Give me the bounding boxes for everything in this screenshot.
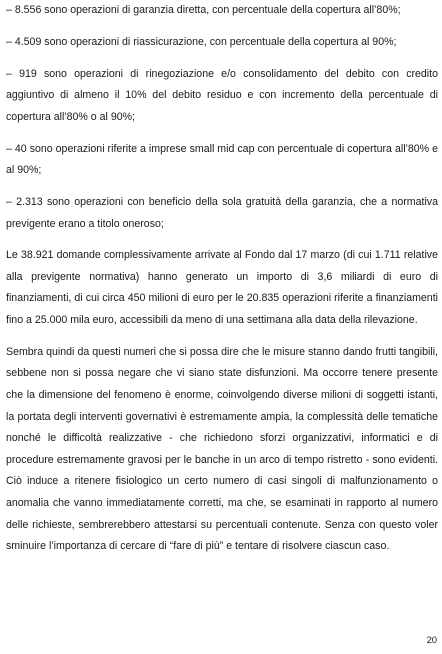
document-body — [6, 0, 438, 558]
bullet-direct-guarantee: – 8.556 sono operazioni di garanzia diretta, con percentuale della copertura all’80%; — [6, 4, 401, 16]
bullet-reinsurance: – 4.509 sono operazioni di riassicurazione, con percentuale della copertura al 90%; — [6, 35, 397, 48]
bullet-renegotiation: – 919 sono operazioni di rinegoziazione e/o consolidamento del debito con credito aggiuntivo di almeno il 10% del debito residuo e con incremento della percentuale di copertura all’80% o al 90%; — [6, 67, 438, 123]
bullet-free-guarantee: – 2.313 sono operazioni con beneficio della sola gratuità della garanzia, che a normativa previgente erano a titolo oneroso; — [6, 195, 438, 230]
paragraph-applications-summary: Le 38.921 domande complessivamente arrivate al Fondo dal 17 marzo (di cui 1.711 relative alla previgente normativa) hanno generato un importo di 3,6 miliardi di euro di finanziamenti, di cui circa 450 milioni di euro per le 20.835 operazioni riferite a finanziamenti fino a 25.000 mila euro, accessibili da meno di una settimana alla data della rilevazione. — [6, 249, 438, 327]
page-number: 20 — [426, 634, 437, 645]
paragraph-assessment: Sembra quindi da questi numeri che si possa dire che le misure stanno dando frutti tangibili, sebbene non si possa negare che vi siano state disfunzioni. Ma occorre tenere presente che la dimensione del fenomeno è enorme, coinvolgendo diverse milioni di soggetti istanti, la portata degli interventi governativi è estremamente ampia, la complessità delle tematiche nonché le difficoltà realizzative - che richiedono sforzi organizzativi, informatici e di procedure estremamente gravosi per le banche in un arco di tempo ristretto - sono evidenti. Ciò induce a ritenere fisiologico un certo numero di casi singoli di malfunzionamento o anomalia che vanno immediatamente corretti, ma che, se esaminati in rapporto al numero delle richieste, sembrerebbero attestarsi su percentuali contenute. Senza con questo voler sminuire l’importanza di cercare di “fare di più” e tentare di risolvere ciascun caso. — [6, 345, 438, 553]
bullet-small-mid-cap: – 40 sono operazioni riferite a imprese small mid cap con percentuale di copertura all’80% e al 90%; — [6, 142, 438, 177]
